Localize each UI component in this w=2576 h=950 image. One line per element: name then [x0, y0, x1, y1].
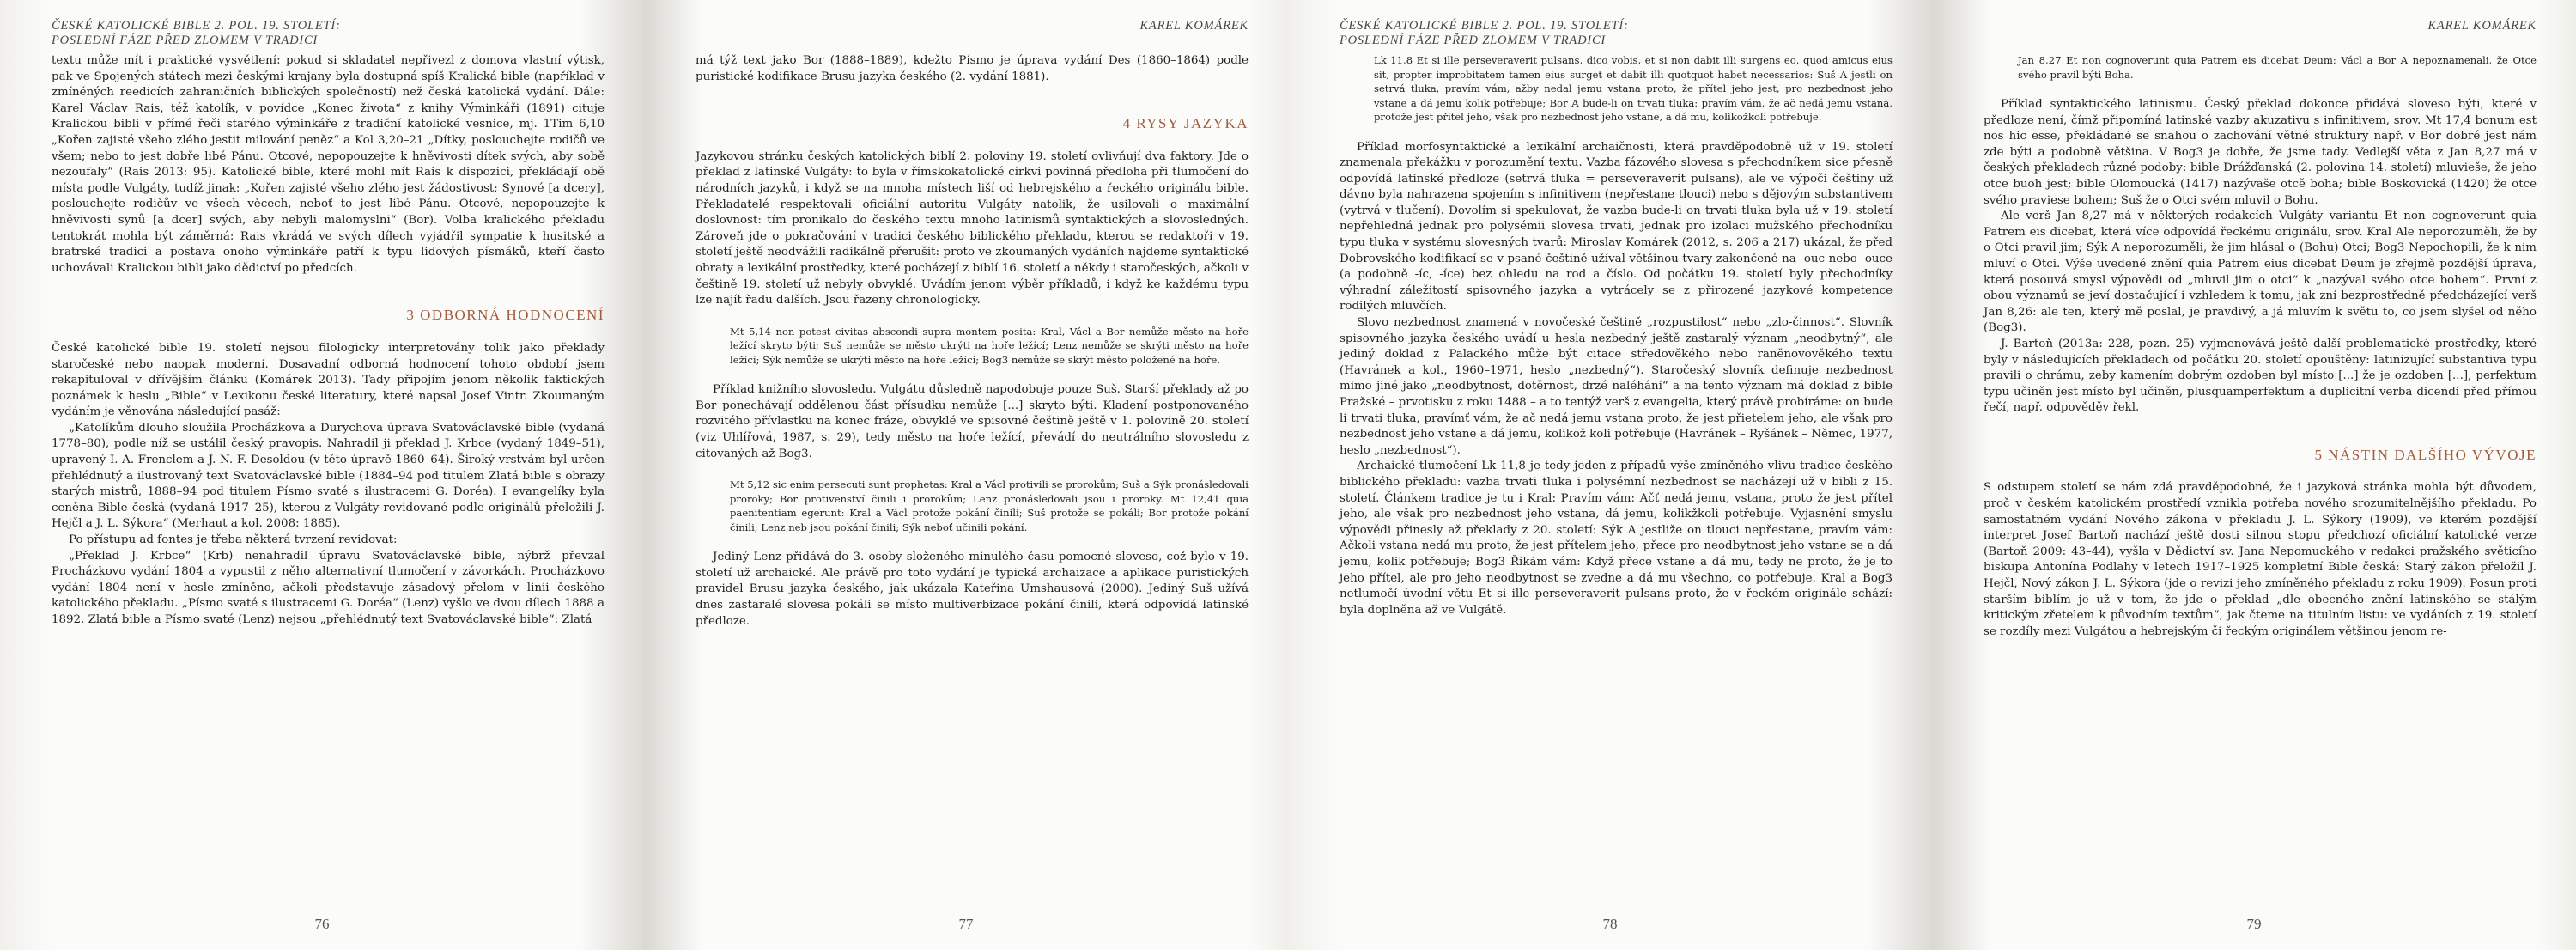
page-number: 76 — [314, 916, 330, 932]
page-number: 78 — [1602, 916, 1618, 932]
page-78 — [1288, 0, 1932, 950]
section-heading: 4 RYSY JAZYKA — [1122, 115, 1249, 132]
paragraph: Jediný Lenz přidává do 3. osoby složeného minulého času pomocné sloveso, což bylo v 19. století už archaické. Ale právě pro toto vydání je typická archaizace a aplikace puristických pravidel Brusu jazyka českého, jak ukázala Kateřina Umshausová (2000). Jediný Suš užívá dnes zastaralé slovesa pokáli se místo multiverbizace pokání činili, která odpovídá latinské předloze. — [696, 551, 1249, 628]
bible-example: Lk 11,8 Et si ille perseveraverit pulsans, dico vobis, et si non dabit illi surgens eo, quod amicus eius sit, propter improbitatem tamen eius surget et dabit illi quotquot habet necessarios: Suš A jestli on setrvá tluka, pravím vám, ažby nedal jemu vstana proto, že přítel jeho jest, pro nezbednost jeho vstane a dá jemu kolik potřebuje; Bor A bude-li on trvati tluka: pravím vám, že ač nedá jemu vstana, protože jest přítel jeho, však pro nezbednost jeho vstane, a dá mu, kolikožkoli potřebuje. — [1374, 54, 1893, 123]
block-quote: „Katolíkům dlouho sloužila Procházkova a Durychova úprava Svatováclavské bible (vydaná 1778–80), podle níž se ustálil český pravopis. Nahradil ji překlad J. Krbce (vydaný 1849–51), upravený I. A. Frenclem a J. N. F. Desoldou (v této úpravě 1860–64). Široký vrstvám byl určen přehlédnutý a ilustrovaný text Svatováclavské bible (1884–94 pod titulem Zlatá bible s obrazy starých mistrů, 1888–94 pod titulem Písmo svaté s ilustracemi G. Doréa). I evangelíky byla ceněna Bible česká (vydaná 1917–25), kterou z Vulgáty revidované podle originálů přeložili J. Hejčl a J. L. Sýkora“ (Merhaut a kol. 2008: 1885). — [52, 421, 605, 531]
paragraph: má týž text jako Bor (1888–1889), kdežto Písmo je úprava vydání Des (1860–1864) podle puristické kodifikace Brusu jazyka českého (2. vydání 1881). — [696, 54, 1249, 83]
paragraph: Jazykovou stránku českých katolických biblí 2. poloviny 19. století ovlivňují dva faktory. Jde o překlad z latinské Vulgáty: to byla v římskokatolické církvi povinná předloha při tlumočení do národních jazyků, i když se na mnoha místech liší od hebrejského a řeckého originálu bible. Překladatelé respektovali oficiální autoritu Vulgáty natolik, že usilovali o maximální doslovnost: tím pronikalo do českého textu mnoho latinismů syntaktických a slovosledných. Zároveň jde o pokračování v tradici českého biblického překladu, kterou se redaktoři v 19. století ještě neodvážili radikálně přerušit: proto ve zkoumaných vydáních najdeme syntaktické obraty a lexikální prostředky, které pocházejí z biblí 16. století a někdy i staročeských, ačkoli v češtině 19. století už nebyly obvyklé. Uvádím jenom výběr příkladů, i když ke každému typu lze najít řadu dalších. Jsou řazeny chronologicky. — [696, 149, 1249, 308]
bible-example: Jan 8,27 Et non cognoverunt quia Patrem eis dicebat Deum: Václ a Bor A nepoznamenali, že Otce svého pravil býti Boha. — [2018, 54, 2537, 81]
paragraph: Ale verš Jan 8,27 má v některých redakcích Vulgáty variantu Et non cognoverunt quia Patrem eis dicebat, která více odpovídá řeckému originálu, srov. Kral Ale neporozuměli, že by o Otci pravil jim; Sýk A neporozuměli, že jim hlásal o (Bohu) Otci; Bog3 Nepochopili, že k nim mluví o Otci. Výše uvedené znění quia Patrem eius dicebat Deum je zřejmě pozdější úprava, která posouvá smysl výpovědi od „mluvil jim o otci“ k „nazýval svého otce bohem“. První z obou významů se jeví dostačující i vzhledem k tomu, jak zní bezprostředně předcházející verš Jan 8,26: ale ten, který mě poslal, je pravdivý, a já mluvím k světu to, co jsem slyšel od něho (Bog3). — [1984, 210, 2537, 335]
paragraph: Příklad syntaktického latinismu. Český překlad dokonce přidává sloveso býti, které v předloze není, čímž připomíná latinské vazby akuzativu s infinitivem, srov. Mt 17,4 bonum est nos hic esse, překládané se snahou o zachování větné struktury např. v Bor dobré jest nám zde býti a podobně většina. V Bog3 je dobře, že jsme tady. Vedlejší věta z Jan 8,27 má v českých překladech různé podoby: bible Drážďanská (2. polovina 14. století) mluvieše, že jeho otce buoh jest; bible Olomoucká (1417) nazývaše otcě boha; bible Boskovická (1420) že otce svého praviese bohem; Suš že o Otci svém mluvil o Bohu. — [1984, 98, 2537, 207]
page-body — [1340, 53, 1893, 618]
paragraph: Po přístupu ad fontes je třeba některá tvrzení revidovat: — [69, 533, 398, 547]
paragraph: České katolické bible 19. století nejsou filologicky interpretovány tolik jako překlady staročeské nebo naopak moderní. Dosavadní odborná hodnocení tohoto období jsem rekapituloval v dřívějším článku (Komárek 2013). Tady připojím jenom několik faktických poznámek k heslu „Bible“ v Lexikonu české literatury, které napsal Josef Vintr. Zkoumaným vydáním je věnována následující pasáž: — [52, 341, 605, 419]
page-body — [1984, 53, 2537, 640]
paragraph: Archaické tlumočení Lk 11,8 je tedy jeden z případů výše zmíněného vlivu tradice českého biblického překladu: vazba trvati tluka i polysémní nezbednost se nacházejí už v bibli z 15. století. Článkem tradice je tu i Kral: Pravím vám: Ačť nedá jemu, vstana, proto že jest přítel jeho, ale však pro nezbednost jeho vstana, dá jemu, kolikžkoli potřebuje. Vyjasnění smyslu výpovědi přinesly až překlady z 20. století: Sýk A jestliže on tlouci nepřestane, pravím vám: Ačkoli vstana nedá mu proto, že jest přítelem jeho, přece pro neodbytnost jeho vstane se a dá jemu, kolik potřebuje; Bog3 Říkám vám: Když přece vstane a dá mu, tedy ne proto, že je to jeho přítel, ale pro jeho neodbytnost se zvedne a dá mu všechno, co potřebuje. Kral a Bog3 netlumočí úvodní větu Et si ille perseveraverit pulsans proto, že v řeckém originále schází: byla doplněna až ve Vulgátě. — [1340, 460, 1893, 617]
section-heading: 5 NÁSTIN DALŠÍHO VÝVOJE — [2314, 446, 2537, 463]
page-number: 77 — [958, 916, 974, 932]
page-body — [696, 53, 1249, 630]
running-head: ČESKÉ KATOLICKÉ BIBLE 2. POL. 19. STOLETÍ: POSLEDNÍ FÁZE PŘED ZLOMEM V TRADICI — [1340, 19, 1629, 47]
paragraph: „Překlad J. Krbce“ (Krb) nenahradil úpravu Svatováclavské bible, nýbrž převzal Procházkovo vydání 1804 a vypustil z něho alternativní tlumočení v závorkách. Procházkovo vydání 1804 není v hesle zmíněno, ačkoli představuje zásadový přelom v linii českého katolického překladu. „Písmo svaté s ilustracemi G. Doréa“ (Lenz) vyšlo ve dvou dílech 1888 a 1892. Zlatá bible a Písmo svaté (Lenz) nejsou „přehlédnutý text Svatováclavské bible“: Zlatá — [52, 549, 605, 626]
running-head: KAREL KOMÁREK — [2427, 19, 2537, 33]
bible-example: Mt 5,14 non potest civitas abscondi supra montem posita: Kral, Václ a Bor nemůže město na hoře ležící skryto býti; Suš nemůže se město ukrýti na hoře ležící; Lenz nemůže se skrýti město na hoře ležící; Sýk nemůže se ukrýti město na hoře ležící; Bog3 nemůže se skrýt město položené na hoře. — [730, 325, 1249, 366]
page-number: 79 — [2246, 916, 2262, 932]
bible-example: Mt 5,12 sic enim persecuti sunt prophetas: Kral a Václ protivili se prorokům; Suš a Sýk pronásledovali proroky; Bor protivenství činili i prorokům; Lenz pronásledovali jsou i proroky. Mt 12,41 quia paenitentiam egerunt: Kral a Václ protože pokání činili; Suš protože se pokáli; Bor protože pokání činili; Lenz neb jsou pokání činili; Sýk neboť učinili pokání. — [730, 478, 1249, 533]
page-77 — [644, 0, 1288, 950]
page-76 — [0, 0, 644, 950]
paragraph: Slovo nezbednost znamená v novočeské češtině „rozpustilost“ nebo „zlo-činnost“. Slovník spisovného jazyka českého uvádí u hesla nezbedný ještě zastaralý význam „neodbytný“, ale jediný doklad z Palackého může být citace středověkého nebo raněnovověkého textu (Havránek a kol., 1960–1971, heslo „nezbedný“). Staročeský slovník definuje nezbednost mimo jiné jako „neodbytnost, dotěrnost, drzé naléhání“ a na tento význam má doklad z bible Pražské – prvotisku z roku 1488 – a to tentýž verš z evangelia, který právě probíráme: on bude li trvati tluka, pravímť vám, že ač nedá jemu vstana proto, že jest přietelem jeho, ale však pro nezbednost jeho vstane a dá jemu, kolikož koli potřebuje (Havránek – Ryšánek – Němec, 1977, heslo „nezbednost“). — [1340, 316, 1893, 457]
running-head: ČESKÉ KATOLICKÉ BIBLE 2. POL. 19. STOLETÍ: POSLEDNÍ FÁZE PŘED ZLOMEM V TRADICI — [52, 19, 341, 47]
paragraph: textu může mít i praktické vysvětlení: pokud si skladatel nepřivezl z domova vlastní výtisk, pak ve Spojených státech mezi českými krajany byla dostupná spíš Kralická bible (například v zmíněných reedicích zahraničních biblických společností) než česká katolická vydání. Dále: Karel Václav Rais, též katolík, v povídce „Konec života“ z knihy Výminkáři (1891) cituje Kralickou bibli v přímé řeči starého výminkáře z tradiční katolické vesnice, mj. 1Tim 6,10 „Kořen zajisté všeho zlého jestit milování peněz“ a Kol 3,20–21 „Dítky, poslouchejte rodičů ve všem; nebo to jest dobře libé Pánu. Otcové, nepopouzejte k hněvivosti dítek svých, aby sobě nezoufaly“ (Rais 2013: 95). Katolické bible, které mohl mít Rais k dispozici, překládají obě místa podle Vulgáty, tudíž jinak: „Kořen zajisté všeho zlého jest žádostivost; Synové [a dcery], poslouchejte rodičův ve všech věcech, neboť to jest libé Pánu. Otcové, nepopouzejte k hněvivosti synů [a dcer] svých, aby nebyli malomyslni“ (Bor). Volba kralického překladu tentokrát mohla být záměrná: Rais vkrádá ve svých dílech vyjádřil sympatie k husitské a bratrské tradici a postava onoho výminkáře patří k typu lidových písmáků, kteří často uchovávali Kralickou bibli jako dědictví po předcích. — [52, 54, 605, 275]
paragraph: Příklad knižního slovosledu. Vulgátu důsledně napodobuje pouze Suš. Starší překlady až po Bor ponechávají oddělenou část přísudku nemůže [...] skryto býti. Kladení postponovaného rozvitého přívlastku na konec fráze, obvyklé ve spisovné češtině ještě v 1. polovině 20. století (viz Uhlířová, 1987, s. 29), tedy město na hoře ležící, převádí do neutrálního slovosledu z citovaných až Bog3. — [696, 383, 1249, 460]
section-heading: 3 ODBORNÁ HODNOCENÍ — [406, 307, 605, 324]
paragraph: Příklad morfosyntaktické a lexikální archaičnosti, která pravděpodobně už v 19. století znamenala překážku v porozumění textu. Vazba fázového slovesa s přechodníkem sice přesně odpovídá latinské předloze (setrvá tluka = perseveraverit pulsans), ale ve výpoči češtiny už dávno byla nahrazena spojením s infinitivem (nepřestane tlouci) nebo s dějovým substantivem (vytrvá v tlučení). Dovolím si spekulovat, že vazba bude-li on trvati tluka byla už v 19. století nepřehledná jednak pro polysémii slovesa trvati, jednak pro izolaci mužského přechodníku typu tluka v systému slovesných tvarů: Miroslav Komárek (2012, s. 206 a 217) ukázal, že před Dobrovského kodifikací se v psané češtině užíval většinou tvary zakončené na -ouc nebo -ouce (a podobně -íc, -íce) bez ohledu na rod a číslo. Od počátku 19. století byly přechodníky výhradní záležitostí spisovného jazyka a vytrácely se z přirozené jazykové kompetence rodilých mluvčích. — [1340, 140, 1893, 314]
page-body — [52, 53, 605, 629]
running-head: KAREL KOMÁREK — [1139, 19, 1249, 33]
paragraph: J. Bartoň (2013a: 228, pozn. 25) vyjmenovává ještě další problematické prostředky, které byly v následujících překladech od počátku 20. století opouštěny: latinizující substantiva typu pravili o chrámu, zeby kamením dobrým ozdoben byl místo [...] že je ozdoben [...], perfektum typu učiněn jest místo byl učiněn, plusquamperfektum a duplicitní verba dicendi před přímou řečí, např. odpověděv řekl. — [1984, 337, 2537, 415]
page-79 — [1932, 0, 2576, 950]
paragraph: S odstupem století se nám zdá pravděpodobné, že i jazyková stránka mohla být důvodem, proč v českém katolickém prostředí vznikla potřeba nového srozumitelnějšího překladu. Po samostatném vydání Nového zákona v překladu J. L. Sýkory (1909), ve kterém pozdější interpret Josef Bartoň nachází ještě dosti silnou stopu předchozí oficiální katolické verze (Bartoň 2009: 43–44), vyšla v Dědictví sv. Jana Nepomuckého v redakci pražského světicího biskupa Antonína Podlahy v letech 1917–1925 kompletní Bible česká: Starý zákon přeložil J. Hejčl, Nový zákon J. L. Sýkora (jde o revizi jeho zmíněného překladu z roku 1909). Posun proti starším biblím je už v tom, že jde o překlad „dle obecného znění latinského se stálým kritickým zřetelem k původním textům“, jak čteme na titulním listu: ve vydáních z 19. století se rozdíly mezi Vulgátou a hebrejským či řeckým originálem většinou jenom re- — [1984, 481, 2537, 638]
